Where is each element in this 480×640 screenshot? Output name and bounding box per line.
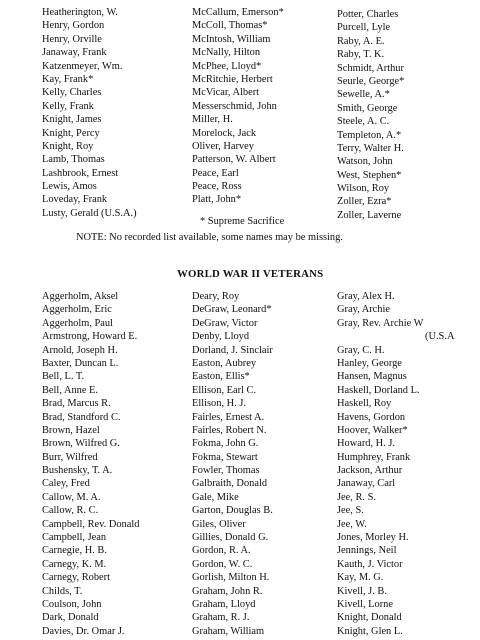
veteran-name: Seurle, George* <box>337 75 405 87</box>
veteran-name: Lewis, Amos <box>42 181 97 193</box>
veteran-name: Lusty, Gerald (U.S.A.) <box>42 207 137 219</box>
veteran-name: Peace, Earl <box>192 167 239 179</box>
veteran-name: Jennings, Neil <box>337 545 397 557</box>
veteran-name: Carnegie, H. B. <box>42 545 107 557</box>
veteran-name: Arnold, Joseph H. <box>42 344 118 356</box>
veteran-name: Hoover, Walker* <box>337 424 408 436</box>
veteran-name: Henry, Gordon <box>42 20 105 32</box>
veteran-name: Bell, L. T. <box>42 371 85 383</box>
veteran-name: Gray, Alex H. <box>337 291 395 302</box>
veteran-name: Zoller, Laverne <box>337 209 402 221</box>
veteran-name: Henry, Orville <box>42 33 102 45</box>
veteran-name: Hansen, Magnus <box>337 371 407 383</box>
veteran-name: Knight, Percy <box>42 127 100 139</box>
veteran-name: Jee, S. <box>337 505 364 517</box>
veteran-name: Dorland, J. Sinclair <box>192 344 273 356</box>
ww1-names-column-3 <box>337 8 404 222</box>
ww1-names-column-1 <box>42 6 137 220</box>
veteran-name: Brown, Hazel <box>42 424 100 436</box>
veteran-name: Fowler, Thomas <box>192 465 260 477</box>
veteran-name: Potter, Charles <box>337 9 399 20</box>
veteran-name: Dark, Donald <box>42 612 99 624</box>
veteran-name: Kivell, J. B. <box>337 585 387 597</box>
veteran-name: Graham, William <box>192 625 265 637</box>
veteran-name: Peace, Ross <box>192 181 242 193</box>
veteran-name: Purcell, Lyle <box>337 22 391 34</box>
veteran-name: Terry, Walter H. <box>337 142 404 154</box>
veteran-name: Humphrey, Frank <box>337 451 411 463</box>
veteran-name: Knight, James <box>42 114 102 126</box>
veteran-name: Morelock, Jack <box>192 127 257 139</box>
veteran-name: Loveday, Frank <box>42 194 108 206</box>
veteran-name: Ellison, H. J. <box>192 398 246 410</box>
ww2-names-column-1 <box>42 290 139 638</box>
veteran-name: Aggerholm, Eric <box>42 304 112 316</box>
veteran-name: McRitchie, Herbert <box>192 73 273 85</box>
veteran-name: Bell, Anne E. <box>42 384 98 396</box>
veteran-name: Miller, H. <box>192 114 233 126</box>
veteran-name: Armstrong, Howard E. <box>42 331 138 343</box>
veteran-name: Lashbrook, Ernest <box>42 167 119 179</box>
veteran-name: DeGraw, Victor <box>192 317 258 329</box>
ww2-names-column-3 <box>337 290 454 638</box>
veteran-name: Hanley, George <box>337 357 402 369</box>
veteran-name: Campbell, Jean <box>42 532 107 544</box>
veteran-name: Wilson, Roy <box>337 183 390 195</box>
veteran-name: Haskell, Dorland L. <box>337 384 420 396</box>
veteran-name: Kauth, J. Victor <box>337 558 403 570</box>
veteran-name: Smith, George <box>337 102 398 114</box>
ww1-names-column-2 <box>192 6 284 207</box>
veteran-name: McVicar, Albert <box>192 87 260 99</box>
ww2-section-title: WORLD WAR II VETERANS <box>177 268 324 280</box>
veteran-name: Jackson, Arthur <box>337 465 403 477</box>
veteran-name: McNally, Hilton <box>192 47 261 59</box>
veteran-name: McIntosh, William <box>192 33 271 45</box>
veteran-name: Bushensky, T. A. <box>42 465 113 477</box>
veteran-name: Haskell, Roy <box>337 398 392 410</box>
veteran-name: Knight, Donald <box>337 612 402 624</box>
veteran-name: Kay, M. G. <box>337 572 384 584</box>
veteran-name: Patterson, W. Albert <box>192 154 276 166</box>
veteran-name: Gordon, W. C. <box>192 558 253 570</box>
veteran-name: Jones, Morley H. <box>337 532 409 544</box>
veteran-name: Gillies, Donald G. <box>192 532 269 544</box>
veteran-name: Brown, Wilfred G. <box>42 438 120 450</box>
veteran-name: Kelly, Frank <box>42 100 94 112</box>
veteran-name: Baxter, Duncan L. <box>42 357 119 369</box>
veteran-name: Carnegy, Robert <box>42 572 111 584</box>
veteran-name: Heatherington, W. <box>42 7 118 18</box>
veteran-name: McColl, Thomas* <box>192 20 268 32</box>
veteran-name: Burr, Wilfred <box>42 451 98 463</box>
veteran-name: Kelly, Charles <box>42 87 102 99</box>
veteran-name: Fokma, John G. <box>192 438 259 450</box>
veteran-name: Howard, H. J. <box>337 438 396 450</box>
veteran-name: Garton, Douglas B. <box>192 505 273 517</box>
veteran-name: Janaway, Frank <box>42 47 107 59</box>
veteran-name: Fairles, Robert N. <box>192 424 267 436</box>
veteran-name: Watson, John <box>337 156 393 168</box>
veteran-name: Knight, Roy <box>42 140 94 152</box>
veteran-name: Gray, Rev. Archie W <box>337 317 424 329</box>
veteran-name: Zoller, Ezra* <box>337 196 392 208</box>
veteran-name: Jee, R. S. <box>337 491 376 503</box>
veteran-name: Steele, A. C. <box>337 116 390 128</box>
veteran-name: Templeton, A.* <box>337 129 402 141</box>
veteran-name: Carnegy, K. M. <box>42 558 107 570</box>
veteran-name: Gorlish, Milton H. <box>192 572 270 584</box>
veteran-name: Graham, R. J. <box>192 612 250 624</box>
veteran-name: Callow, R. C. <box>42 505 99 517</box>
missing-names-note: NOTE: No recorded list available, some names may be missing. <box>76 232 343 243</box>
veteran-name: Lamb, Thomas <box>42 154 105 166</box>
veteran-name: Giles, Oliver <box>192 518 246 530</box>
veteran-name: Schmidt, Arthur <box>337 62 404 74</box>
veteran-name: Kay, Frank* <box>42 73 94 85</box>
veteran-name: Ellison, Earl C. <box>192 384 257 396</box>
veteran-name: Raby, A. E. <box>337 35 385 47</box>
veteran-name: Aggerholm, Aksel <box>42 291 119 302</box>
veteran-name: Deary, Roy <box>192 291 240 302</box>
supreme-sacrifice-footnote: * Supreme Sacrifice <box>200 216 285 227</box>
veteran-name: Gray, Archie <box>337 304 390 316</box>
veteran-name: Callow, M. A. <box>42 491 101 503</box>
veteran-name: (U.S.A <box>425 331 455 343</box>
veteran-name: Sewelle, A.* <box>337 89 390 101</box>
veteran-name: McPhee, Lloyd* <box>192 60 262 72</box>
veteran-name: Easton, Aubrey <box>192 357 257 369</box>
veteran-name: Campbell, Rev. Donald <box>42 518 140 530</box>
veteran-name: Brad, Marcus R. <box>42 398 111 410</box>
ww2-names-column-2 <box>192 290 273 638</box>
veteran-name: Raby, T. K. <box>337 49 385 61</box>
veteran-name: Easton, Ellis* <box>192 371 250 383</box>
veteran-name: Havens, Gordon <box>337 411 406 423</box>
veteran-name: Oliver, Harvey <box>192 140 254 152</box>
veteran-name: Brad, Standford C. <box>42 411 121 423</box>
veteran-name: West, Stephen* <box>337 169 402 181</box>
veteran-name: DeGraw, Leonard* <box>192 304 272 316</box>
veteran-name: Gale, Mike <box>192 491 239 503</box>
veteran-name: Denby, Lloyd <box>192 331 250 343</box>
veteran-name: Aggerholm, Paul <box>42 317 113 329</box>
veteran-name: Knight, Glen L. <box>337 625 403 637</box>
veteran-name: Davies, Dr. Omar J. <box>42 625 125 637</box>
veteran-name: Graham, John R. <box>192 585 263 597</box>
veteran-name: Jee, W. <box>337 518 367 530</box>
veteran-name: McCallum, Emerson* <box>192 7 284 18</box>
veteran-name: Platt, John* <box>192 194 242 206</box>
veteran-name: Kivell, Lorne <box>337 598 393 610</box>
veteran-name: Messerschmid, John <box>192 100 277 112</box>
veteran-name: Gray, C. H. <box>337 344 385 356</box>
veteran-name: Janaway, Carl <box>337 478 396 490</box>
veteran-name: Fokma, Stewart <box>192 451 258 463</box>
veteran-name: Caley, Fred <box>42 478 90 490</box>
veteran-name: Katzenmeyer, Wm. <box>42 60 123 72</box>
veteran-name: Coulson, John <box>42 598 102 610</box>
veteran-name: Graham, Lloyd <box>192 598 256 610</box>
veteran-name: Fairles, Ernest A. <box>192 411 265 423</box>
veteran-name: Childs, T. <box>42 585 83 597</box>
veteran-name: Gordon, R. A. <box>192 545 251 557</box>
veteran-name: Galbraith, Donald <box>192 478 268 490</box>
